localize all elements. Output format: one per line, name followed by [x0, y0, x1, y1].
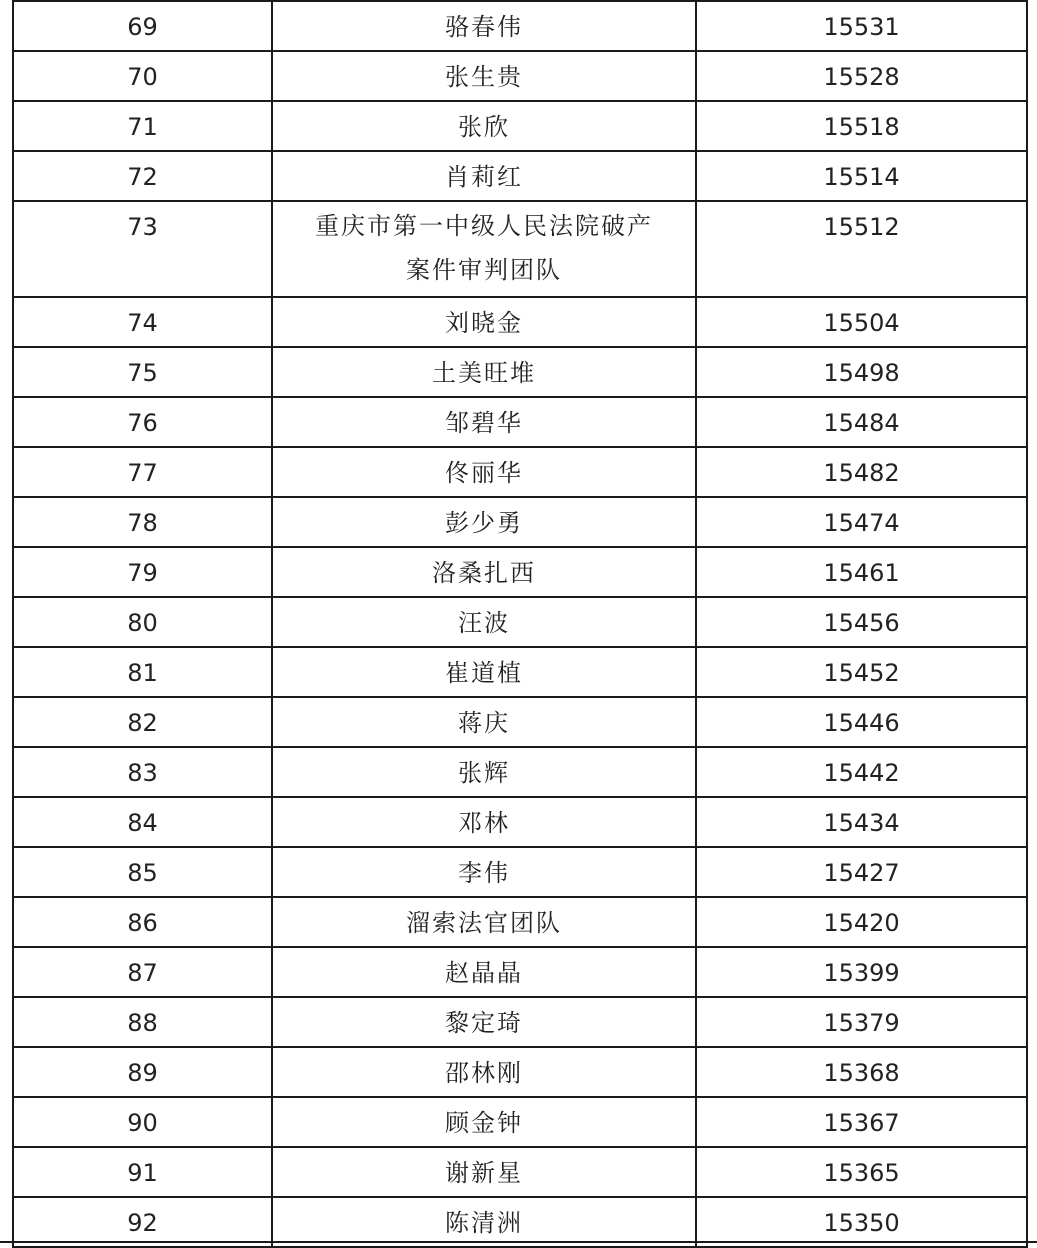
score-cell: 15365 [696, 1147, 1027, 1197]
name-cell: 彭少勇 [272, 497, 696, 547]
score-cell: 15461 [696, 547, 1027, 597]
table-row [13, 201, 1027, 297]
rank-cell: 73 [13, 201, 272, 297]
table-row [13, 747, 1027, 797]
table-row [13, 297, 1027, 347]
score-cell: 15474 [696, 497, 1027, 547]
score-cell: 15452 [696, 647, 1027, 697]
rank-cell: 78 [13, 497, 272, 547]
name-cell: 蒋庆 [272, 697, 696, 747]
rank-cell: 85 [13, 847, 272, 897]
table-row [13, 447, 1027, 497]
table-row [13, 897, 1027, 947]
table-row [13, 1197, 1027, 1247]
name-cell: 邹碧华 [272, 397, 696, 447]
score-cell: 15427 [696, 847, 1027, 897]
rank-cell: 76 [13, 397, 272, 447]
rank-cell: 91 [13, 1147, 272, 1197]
rank-cell: 81 [13, 647, 272, 697]
table-row [13, 397, 1027, 447]
rank-cell: 80 [13, 597, 272, 647]
table-row [13, 347, 1027, 397]
name-cell: 溜索法官团队 [272, 897, 696, 947]
table-row [13, 997, 1027, 1047]
name-cell: 崔道植 [272, 647, 696, 697]
ranking-table [12, 0, 1028, 1248]
name-cell: 邓林 [272, 797, 696, 847]
rank-cell: 89 [13, 1047, 272, 1097]
score-cell: 15368 [696, 1047, 1027, 1097]
score-cell: 15484 [696, 397, 1027, 447]
rank-cell: 86 [13, 897, 272, 947]
name-cell: 洛桑扎西 [272, 547, 696, 597]
rank-cell: 88 [13, 997, 272, 1047]
rank-cell: 72 [13, 151, 272, 201]
name-cell: 李伟 [272, 847, 696, 897]
rank-cell: 87 [13, 947, 272, 997]
score-cell: 15420 [696, 897, 1027, 947]
rank-cell: 75 [13, 347, 272, 397]
table-row [13, 597, 1027, 647]
table-row [13, 51, 1027, 101]
table-row [13, 151, 1027, 201]
table-row [13, 797, 1027, 847]
score-cell: 15350 [696, 1197, 1027, 1247]
ranking-table-body [13, 0, 1027, 1247]
name-cell: 土美旺堆 [272, 347, 696, 397]
name-cell: 张欣 [272, 101, 696, 151]
name-cell: 黎定琦 [272, 997, 696, 1047]
name-cell: 重庆市第一中级人民法院破产案件审判团队 [272, 201, 696, 297]
name-cell: 张辉 [272, 747, 696, 797]
score-cell: 15367 [696, 1097, 1027, 1147]
name-cell: 邵林刚 [272, 1047, 696, 1097]
name-cell: 骆春伟 [272, 1, 696, 51]
name-cell: 顾金钟 [272, 1097, 696, 1147]
score-cell: 15399 [696, 947, 1027, 997]
name-cell: 谢新星 [272, 1147, 696, 1197]
score-cell: 15482 [696, 447, 1027, 497]
score-cell: 15456 [696, 597, 1027, 647]
rank-cell: 71 [13, 101, 272, 151]
table-row [13, 1147, 1027, 1197]
score-cell: 15514 [696, 151, 1027, 201]
score-cell: 15504 [696, 297, 1027, 347]
rank-cell: 84 [13, 797, 272, 847]
table-row [13, 101, 1027, 151]
name-cell: 汪波 [272, 597, 696, 647]
table-row [13, 1097, 1027, 1147]
table-row [13, 1047, 1027, 1097]
table-row [13, 847, 1027, 897]
table-row [13, 1, 1027, 51]
score-cell: 15446 [696, 697, 1027, 747]
rank-cell: 69 [13, 1, 272, 51]
name-cell: 张生贵 [272, 51, 696, 101]
name-cell: 佟丽华 [272, 447, 696, 497]
table-row [13, 497, 1027, 547]
table-row [13, 547, 1027, 597]
score-cell: 15379 [696, 997, 1027, 1047]
score-cell: 15528 [696, 51, 1027, 101]
rank-cell: 70 [13, 51, 272, 101]
rank-cell: 82 [13, 697, 272, 747]
name-cell: 刘晓金 [272, 297, 696, 347]
rank-cell: 90 [13, 1097, 272, 1147]
name-cell: 陈清洲 [272, 1197, 696, 1247]
score-cell: 15518 [696, 101, 1027, 151]
rank-cell: 92 [13, 1197, 272, 1247]
score-cell: 15531 [696, 1, 1027, 51]
table-row [13, 647, 1027, 697]
rank-cell: 79 [13, 547, 272, 597]
score-cell: 15498 [696, 347, 1027, 397]
name-cell: 赵晶晶 [272, 947, 696, 997]
rank-cell: 83 [13, 747, 272, 797]
score-cell: 15434 [696, 797, 1027, 847]
name-cell: 肖莉红 [272, 151, 696, 201]
rank-cell: 77 [13, 447, 272, 497]
table-row [13, 697, 1027, 747]
score-cell: 15512 [696, 201, 1027, 297]
page-bottom-rule [0, 1241, 1037, 1243]
table-row [13, 947, 1027, 997]
rank-cell: 74 [13, 297, 272, 347]
score-cell: 15442 [696, 747, 1027, 797]
